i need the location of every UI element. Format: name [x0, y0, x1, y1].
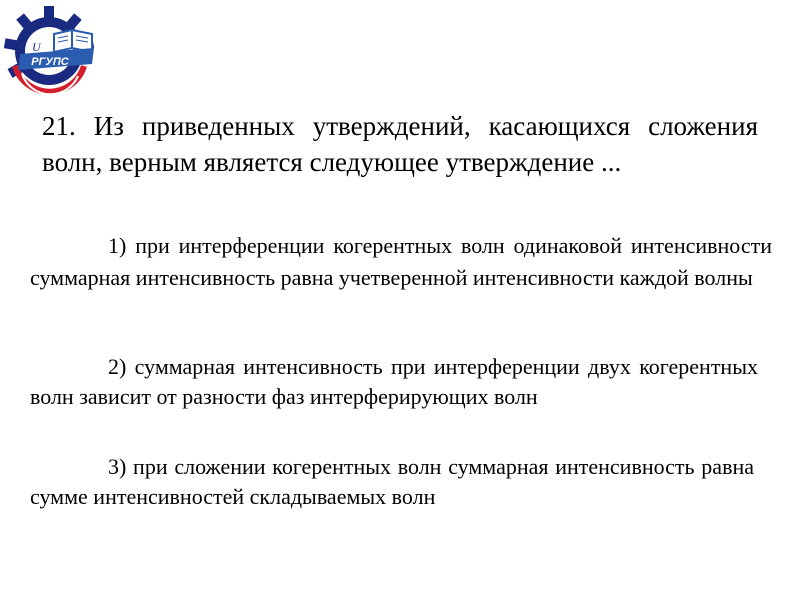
answer-option-1: 1) при интерференции когерентных волн одинаковой интенсивности суммарная интенсивность равна учетверенной интенсивности каждой волны	[30, 233, 772, 290]
logo-small-letter: U	[32, 40, 41, 54]
rgups-emblem-icon	[2, 4, 100, 94]
answer-option-2: 2) суммарная интенсивность при интерференции двух когерентных волн зависит от разности фаз интерферирующих волн	[30, 354, 758, 409]
logo-abbreviation: РГУПС	[31, 56, 69, 68]
answer-option-3: 3) при сложении когерентных волн суммарная интенсивность равна сумме интенсивностей складываемых волн	[30, 454, 754, 509]
university-logo	[2, 4, 100, 94]
question-text: 21. Из приведенных утверждений, касающихся сложения волн, верным является следующее утверждение ...	[42, 111, 758, 177]
